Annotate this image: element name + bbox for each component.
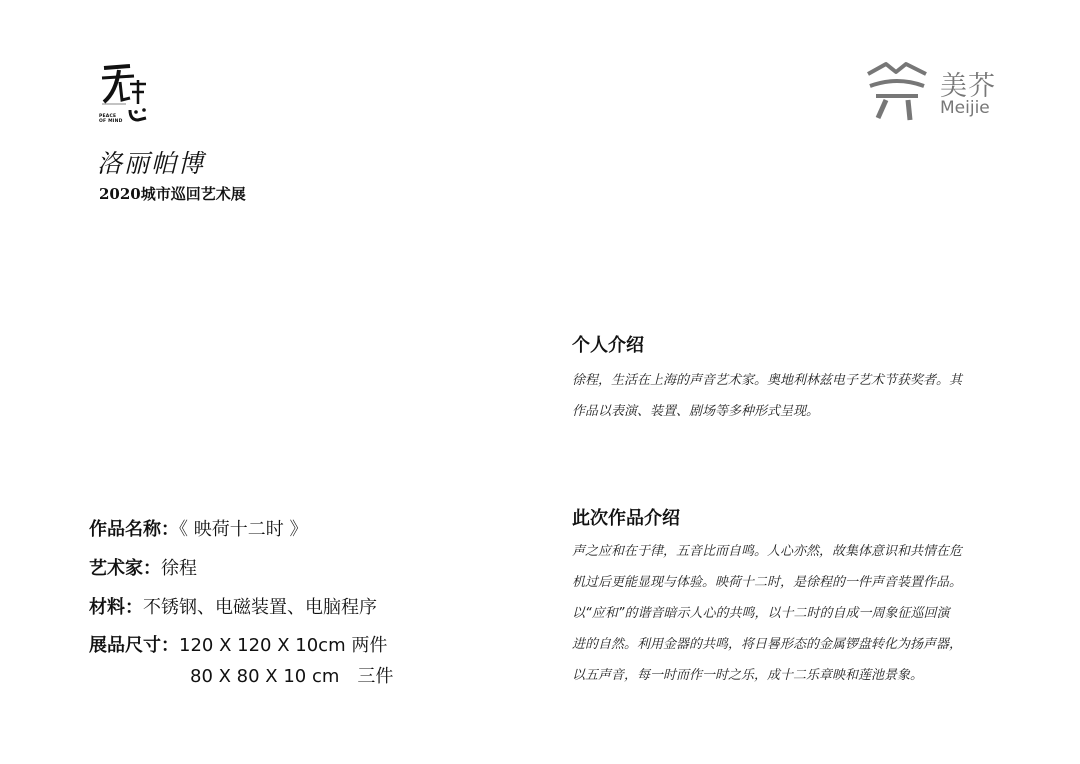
artist-value: 徐程 bbox=[161, 558, 197, 579]
size-value-line2: 80 X 80 X 10 cm 三件 bbox=[190, 666, 394, 687]
artwork-title-label: 作品名称： bbox=[89, 519, 179, 540]
material-label: 材料： bbox=[89, 597, 143, 618]
artist-intro-heading: 个人介绍 bbox=[572, 335, 644, 356]
work-intro-line: 机过后更能显现与体验。映荷十二时，是徐程的一件声音装置作品。 bbox=[572, 575, 963, 590]
material-row bbox=[89, 593, 377, 619]
size-row bbox=[89, 631, 387, 657]
artwork-title-row bbox=[89, 515, 307, 541]
exhibition-title: 2020城市巡回艺术展 bbox=[99, 185, 246, 203]
artist-label: 艺术家： bbox=[89, 558, 161, 579]
brand-name-cn: 美芥 bbox=[940, 71, 996, 102]
work-intro-line: 以五声音，每一时而作一时之乐，成十二乐章映和莲池景象。 bbox=[572, 668, 924, 683]
artist-intro-paragraph bbox=[572, 365, 1002, 427]
brand-name-en: Meijie bbox=[940, 98, 990, 118]
material-value: 不锈钢、电磁装置、电脑程序 bbox=[143, 597, 377, 618]
work-intro-paragraph bbox=[572, 536, 1002, 691]
peace-of-mind-text: PEACE OF MIND bbox=[99, 114, 123, 124]
work-intro-line: 声之应和在于律，五音比而自鸣。人心亦然，故集体意识和共情在危 bbox=[572, 544, 963, 559]
artist-intro-line: 作品以表演、装置、剧场等多种形式呈现。 bbox=[572, 404, 820, 419]
work-intro-line: 以“应和”的谐音暗示人心的共鸣，以十二时的自成一周象征巡回演 bbox=[572, 606, 950, 621]
artist-intro-line: 徐程，生活在上海的声音艺术家。奥地利林兹电子艺术节获奖者。其 bbox=[572, 373, 963, 388]
artist-row bbox=[89, 554, 197, 580]
work-intro-heading: 此次作品介绍 bbox=[572, 508, 680, 529]
artwork-title-value: 《 映荷十二时 》 bbox=[179, 519, 308, 540]
work-intro-line: 进的自然。利用金器的共鸣，将日晷形态的金属锣盘转化为扬声器， bbox=[572, 637, 963, 652]
calligraphy-title: 洛丽帕博 bbox=[97, 149, 206, 178]
size-value-line1: 120 X 120 X 10cm 两件 bbox=[179, 635, 388, 656]
meijie-logo-icon bbox=[866, 60, 928, 122]
size-label: 展品尺寸： bbox=[89, 635, 179, 656]
